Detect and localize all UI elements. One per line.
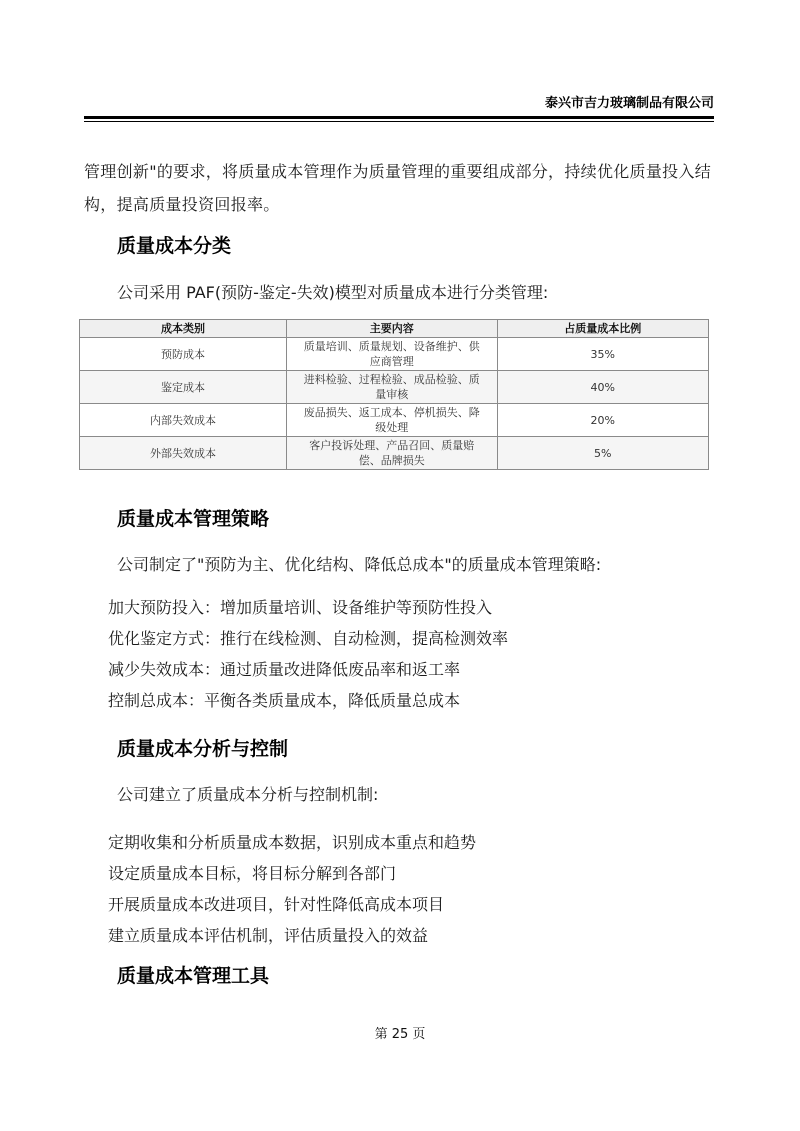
continuation-paragraph: 管理创新"的要求，将质量成本管理作为质量管理的重要组成部分，持续优化质量投入结构，提高质量投资回报率。 [84, 162, 712, 214]
section-intro-classification: 公司采用 PAF(预防-鉴定-失效)模型对质量成本进行分类管理: [117, 283, 549, 302]
list-item: 定期收集和分析质量成本数据，识别成本重点和趋势 [108, 833, 477, 852]
list-item: 开展质量成本改进项目，针对性降低高成本项目 [108, 895, 445, 914]
strategy-list [108, 596, 508, 720]
table-row [80, 404, 709, 437]
cell-category: 内部失效成本 [80, 404, 287, 437]
cell-ratio: 20% [497, 404, 709, 437]
cell-category: 外部失效成本 [80, 437, 287, 470]
section-title-analysis-control: 质量成本分析与控制 [117, 738, 289, 760]
cell-content: 废品损失、返工成本、停机损失、降级处理 [287, 404, 497, 437]
table-row [80, 338, 709, 371]
cell-ratio: 5% [497, 437, 709, 470]
list-item: 建立质量成本评估机制，评估质量投入的效益 [108, 926, 429, 945]
column-header-content: 主要内容 [287, 320, 497, 338]
list-item: 加大预防投入：增加质量培训、设备维护等预防性投入 [108, 598, 493, 617]
section-intro-analysis-control: 公司建立了质量成本分析与控制机制: [117, 785, 379, 804]
cell-content: 质量培训、质量规划、设备维护、供应商管理 [287, 338, 497, 371]
section-title-classification: 质量成本分类 [117, 235, 232, 257]
list-item: 设定质量成本目标，将目标分解到各部门 [108, 864, 397, 883]
column-header-category: 成本类别 [80, 320, 287, 338]
table-header-row [80, 320, 709, 338]
cost-classification-table [79, 319, 709, 470]
section-title-strategy: 质量成本管理策略 [117, 508, 270, 530]
analysis-control-list [108, 831, 476, 955]
table-row [80, 371, 709, 404]
list-item: 优化鉴定方式：推行在线检测、自动检测，提高检测效率 [108, 629, 509, 648]
header-rule-thick [84, 116, 714, 119]
cell-ratio: 35% [497, 338, 709, 371]
page-number: 第 25 页 [374, 1027, 426, 1042]
cell-content: 客户投诉处理、产品召回、质量赔偿、品牌损失 [287, 437, 497, 470]
list-item: 减少失效成本：通过质量改进降低废品率和返工率 [108, 660, 461, 679]
table-row [80, 437, 709, 470]
cell-category: 鉴定成本 [80, 371, 287, 404]
cell-ratio: 40% [497, 371, 709, 404]
header-rule-thin [84, 121, 714, 122]
cell-content: 进料检验、过程检验、成品检验、质量审核 [287, 371, 497, 404]
column-header-ratio: 占质量成本比例 [497, 320, 709, 338]
page-header [84, 96, 714, 122]
section-intro-strategy: 公司制定了"预防为主、优化结构、降低总成本"的质量成本管理策略: [117, 555, 602, 574]
section-title-tools: 质量成本管理工具 [117, 965, 270, 987]
company-name: 泰兴市吉力玻璃制品有限公司 [544, 96, 714, 111]
list-item: 控制总成本：平衡各类质量成本，降低质量总成本 [108, 691, 461, 710]
cell-category: 预防成本 [80, 338, 287, 371]
